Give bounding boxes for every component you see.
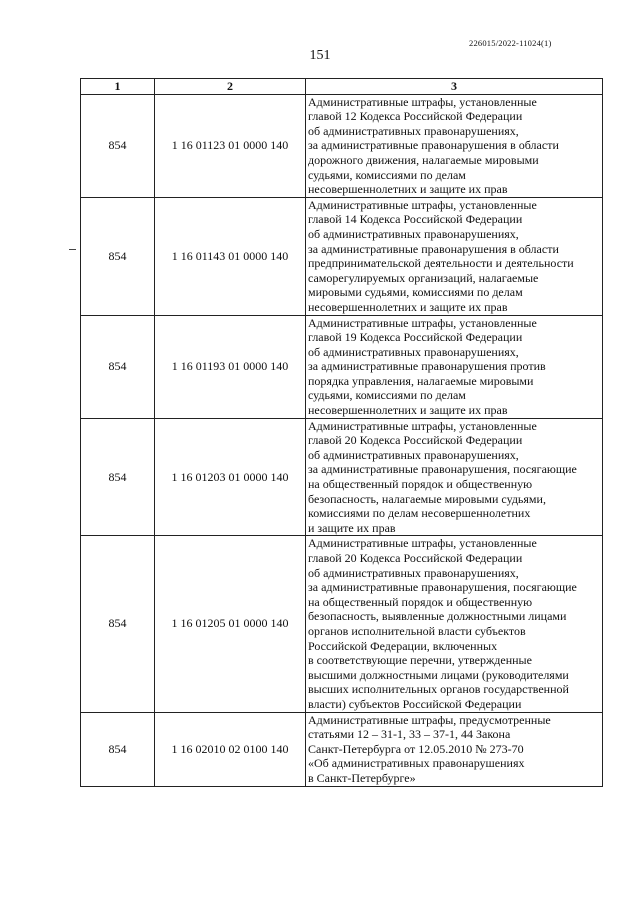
description-cell: [306, 418, 603, 536]
description-line: за административные правонарушения, посягающие: [308, 462, 577, 477]
description-line: безопасность, выявленные должностными лицами: [308, 609, 567, 624]
kbk-code-cell: 1 16 01203 01 0000 140: [155, 418, 306, 536]
description-cell: [306, 536, 603, 712]
description-line: Административные штрафы, установленные: [308, 536, 537, 551]
description-line: несовершеннолетних и защите их прав: [308, 299, 508, 314]
column-header-3: 3: [306, 79, 603, 95]
description-line: в соответствующие перечни, утвержденные: [308, 653, 532, 668]
admin-code-cell: 854: [81, 197, 155, 315]
description-line: статьями 12 – 31-1, 33 – 37-1, 44 Закона: [308, 727, 511, 742]
description-line: органов исполнительной власти субъектов: [308, 623, 526, 638]
description-line: несовершеннолетних и защите их прав: [308, 182, 508, 197]
kbk-code-cell: 1 16 01205 01 0000 140: [155, 536, 306, 712]
description-line: об административных правонарушениях,: [308, 344, 519, 359]
description-line: об административных правонарушениях,: [308, 447, 519, 462]
description-line: Административные штрафы, установленные: [308, 418, 537, 433]
description-line: Санкт-Петербурга от 12.05.2010 № 273-70: [308, 741, 524, 756]
description-line: в Санкт-Петербурге»: [308, 770, 416, 785]
description-line: порядка управления, налагаемые мировыми: [308, 373, 534, 388]
description-line: безопасность, налагаемые мировыми судьями,: [308, 491, 546, 506]
document-id: 226015/2022-11024(1): [469, 38, 552, 48]
admin-code-cell: 854: [81, 315, 155, 418]
description-line: власти) субъектов Российской Федерации: [308, 696, 522, 711]
description-line: Административные штрафы, предусмотренные: [308, 712, 551, 727]
page-number: 151: [309, 48, 331, 63]
description-line: саморегулируемых организаций, налагаемые: [308, 270, 539, 285]
description-line: «Об административных правонарушениях: [308, 756, 525, 771]
description-line: об административных правонарушениях,: [308, 226, 519, 241]
admin-code-cell: 854: [81, 712, 155, 786]
description-line: высшими должностными лицами (руководителями: [308, 667, 569, 682]
admin-code-cell: 854: [81, 94, 155, 197]
budget-codes-table: [80, 78, 603, 787]
table-row: [81, 418, 603, 536]
description-line: и защите их прав: [308, 520, 396, 535]
kbk-code-cell: 1 16 01143 01 0000 140: [155, 197, 306, 315]
description-line: за административные правонарушения против: [308, 359, 546, 374]
table-row: [81, 536, 603, 712]
table-header-row: [81, 79, 603, 95]
description-line: несовершеннолетних и защите их прав: [308, 403, 508, 418]
description-line: на общественный порядок и общественную: [308, 477, 533, 492]
description-line: Административные штрафы, установленные: [308, 197, 537, 212]
description-line: дорожного движения, налагаемые мировыми: [308, 152, 539, 167]
description-line: Административные штрафы, установленные: [308, 315, 537, 330]
description-line: об административных правонарушениях,: [308, 123, 519, 138]
description-line: судьями, комиссиями по делам: [308, 388, 466, 403]
description-line: за административные правонарушения в области: [308, 241, 559, 256]
description-line: об административных правонарушениях,: [308, 565, 519, 580]
description-line: комиссиями по делам несовершеннолетних: [308, 506, 531, 521]
admin-code-cell: 854: [81, 536, 155, 712]
description-line: предпринимательской деятельности и деятельности: [308, 256, 574, 271]
table-row: [81, 197, 603, 315]
kbk-code-cell: 1 16 01193 01 0000 140: [155, 315, 306, 418]
description-line: главой 19 Кодекса Российской Федерации: [308, 330, 523, 345]
margin-mark: [69, 249, 76, 250]
description-line: Административные штрафы, установленные: [308, 94, 537, 109]
description-cell: [306, 712, 603, 786]
description-line: за административные правонарушения в области: [308, 138, 559, 153]
admin-code-cell: 854: [81, 418, 155, 536]
description-line: Российской Федерации, включенных: [308, 638, 498, 653]
description-line: главой 20 Кодекса Российской Федерации: [308, 551, 523, 565]
table-row: [81, 94, 603, 197]
description-cell: [306, 94, 603, 197]
description-line: главой 14 Кодекса Российской Федерации: [308, 212, 523, 227]
column-header-1: 1: [81, 79, 155, 95]
column-header-2: 2: [155, 79, 306, 95]
description-line: главой 12 Кодекса Российской Федерации: [308, 109, 523, 124]
description-line: главой 20 Кодекса Российской Федерации: [308, 433, 523, 448]
description-cell: [306, 197, 603, 315]
table-row: [81, 315, 603, 418]
description-line: высших исполнительных органов государственной: [308, 682, 569, 697]
kbk-code-cell: 1 16 01123 01 0000 140: [155, 94, 306, 197]
description-line: за административные правонарушения, посягающие: [308, 580, 577, 595]
kbk-code-cell: 1 16 02010 02 0100 140: [155, 712, 306, 786]
description-cell: [306, 315, 603, 418]
description-line: на общественный порядок и общественную: [308, 594, 533, 609]
description-line: мировыми судьями, комиссиями по делам: [308, 285, 523, 300]
description-line: судьями, комиссиями по делам: [308, 167, 466, 182]
table-row: [81, 712, 603, 786]
